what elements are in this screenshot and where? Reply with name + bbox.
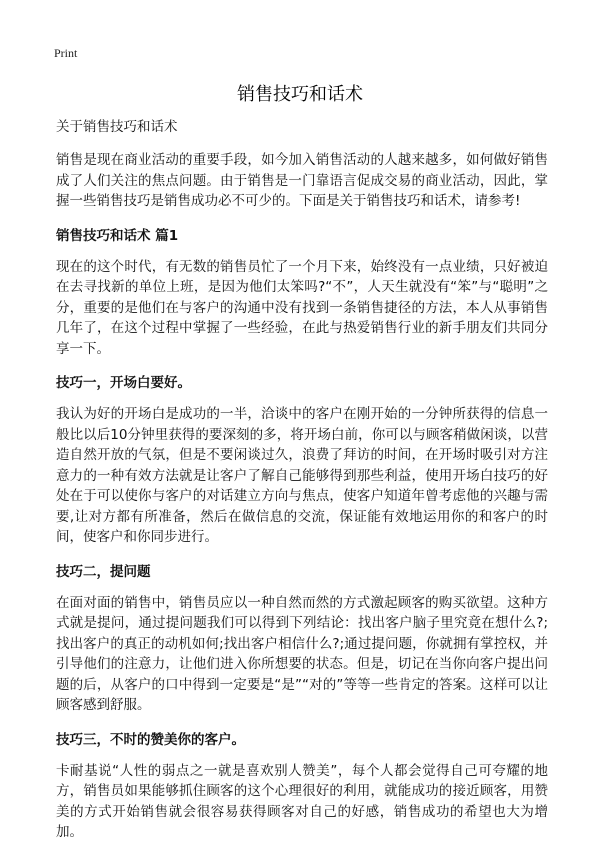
section-heading: 销售技巧和话术 篇1 [56,227,179,244]
print-link[interactable]: Print [54,46,78,60]
tip3-heading: 技巧三，不时的赞美你的客户。 [56,731,245,748]
intro-paragraph: 销售是现在商业活动的重要手段，如今加入销售活动的人越来越多，如何做好销售成了人们关注的焦点问题。由于销售是一门靠语言促成交易的商业活动，因此，掌握一些销售技巧是销售成功必不可少的。下面是关于销售技巧和话术，请参考! [56,152,548,209]
page-title: 销售技巧和话术 [237,84,363,105]
subtitle: 关于销售技巧和话术 [56,119,178,135]
section-paragraph: 现在的这个时代，有无数的销售员忙了一个月下来，始终没有一点业绩，只好被迫在去寻找新的单位上班，是因为他们太笨吗?“不”，人天生就没有“笨”与“聪明”之分，重要的是他们在与客户的沟通中没有找到一条销售捷径的方法，本人从事销售几年了，在这个过程中掌握了一些经验，在此与热爱销售行业的新手朋友们共同分享一下。 [56,258,548,357]
tip2-heading: 技巧二，提问题 [56,563,151,580]
tip1-heading: 技巧一，开场白要好。 [56,375,191,391]
tip3-paragraph: 卡耐基说“人性的弱点之一就是喜欢别人赞美”，每个人都会觉得自己可夸耀的地方，销售员如果能够抓住顾客的这个心理很好的利用，就能成功的接近顾客，用赞美的方式开始销售就会很容易获得顾客对自己的好感，销售成功的希望也大为增加。 [56,762,548,840]
article-body [56,117,548,857]
tip1-paragraph: 我认为好的开场白是成功的一半，洽谈中的客户在刚开始的一分钟所获得的信息一般比以后10分钟里获得的要深刻的多，将开场白前，你可以与顾客稍做闲谈，以营造自然开放的气氛，但是不要闲谈过久，浪费了拜访的时间，在开场时吸引对方注意力的一种有效方法就是让客户了解自己能够得到那些利益，使用开场白技巧的好处在于可以使你与客户的对话建立方向与焦点，使客户知道年曾考虑他的兴趣与需要,让对方都有所准备，然后在做信息的交流，保证能有效地运用你的和客户的时间，使客户和你同步进行。 [56,406,548,545]
tip2-paragraph: 在面对面的销售中，销售员应以一种自然而然的方式激起顾客的购买欲望。这种方式就是提问，通过提问题我们可以得到下列结论：找出客户脑子里究竟在想什么?;找出客户的真正的动机如何;找出客户相信什么?;通过提问题，你就拥有掌控权，并引导他们的注意力，让他们进入你所想要的状态。但是，切记在当你向客户提出问题的后，从客户的口中得到一定要是“是”“对的”等等一些肯定的答案。这样可以让顾客感到舒服。 [56,594,548,713]
